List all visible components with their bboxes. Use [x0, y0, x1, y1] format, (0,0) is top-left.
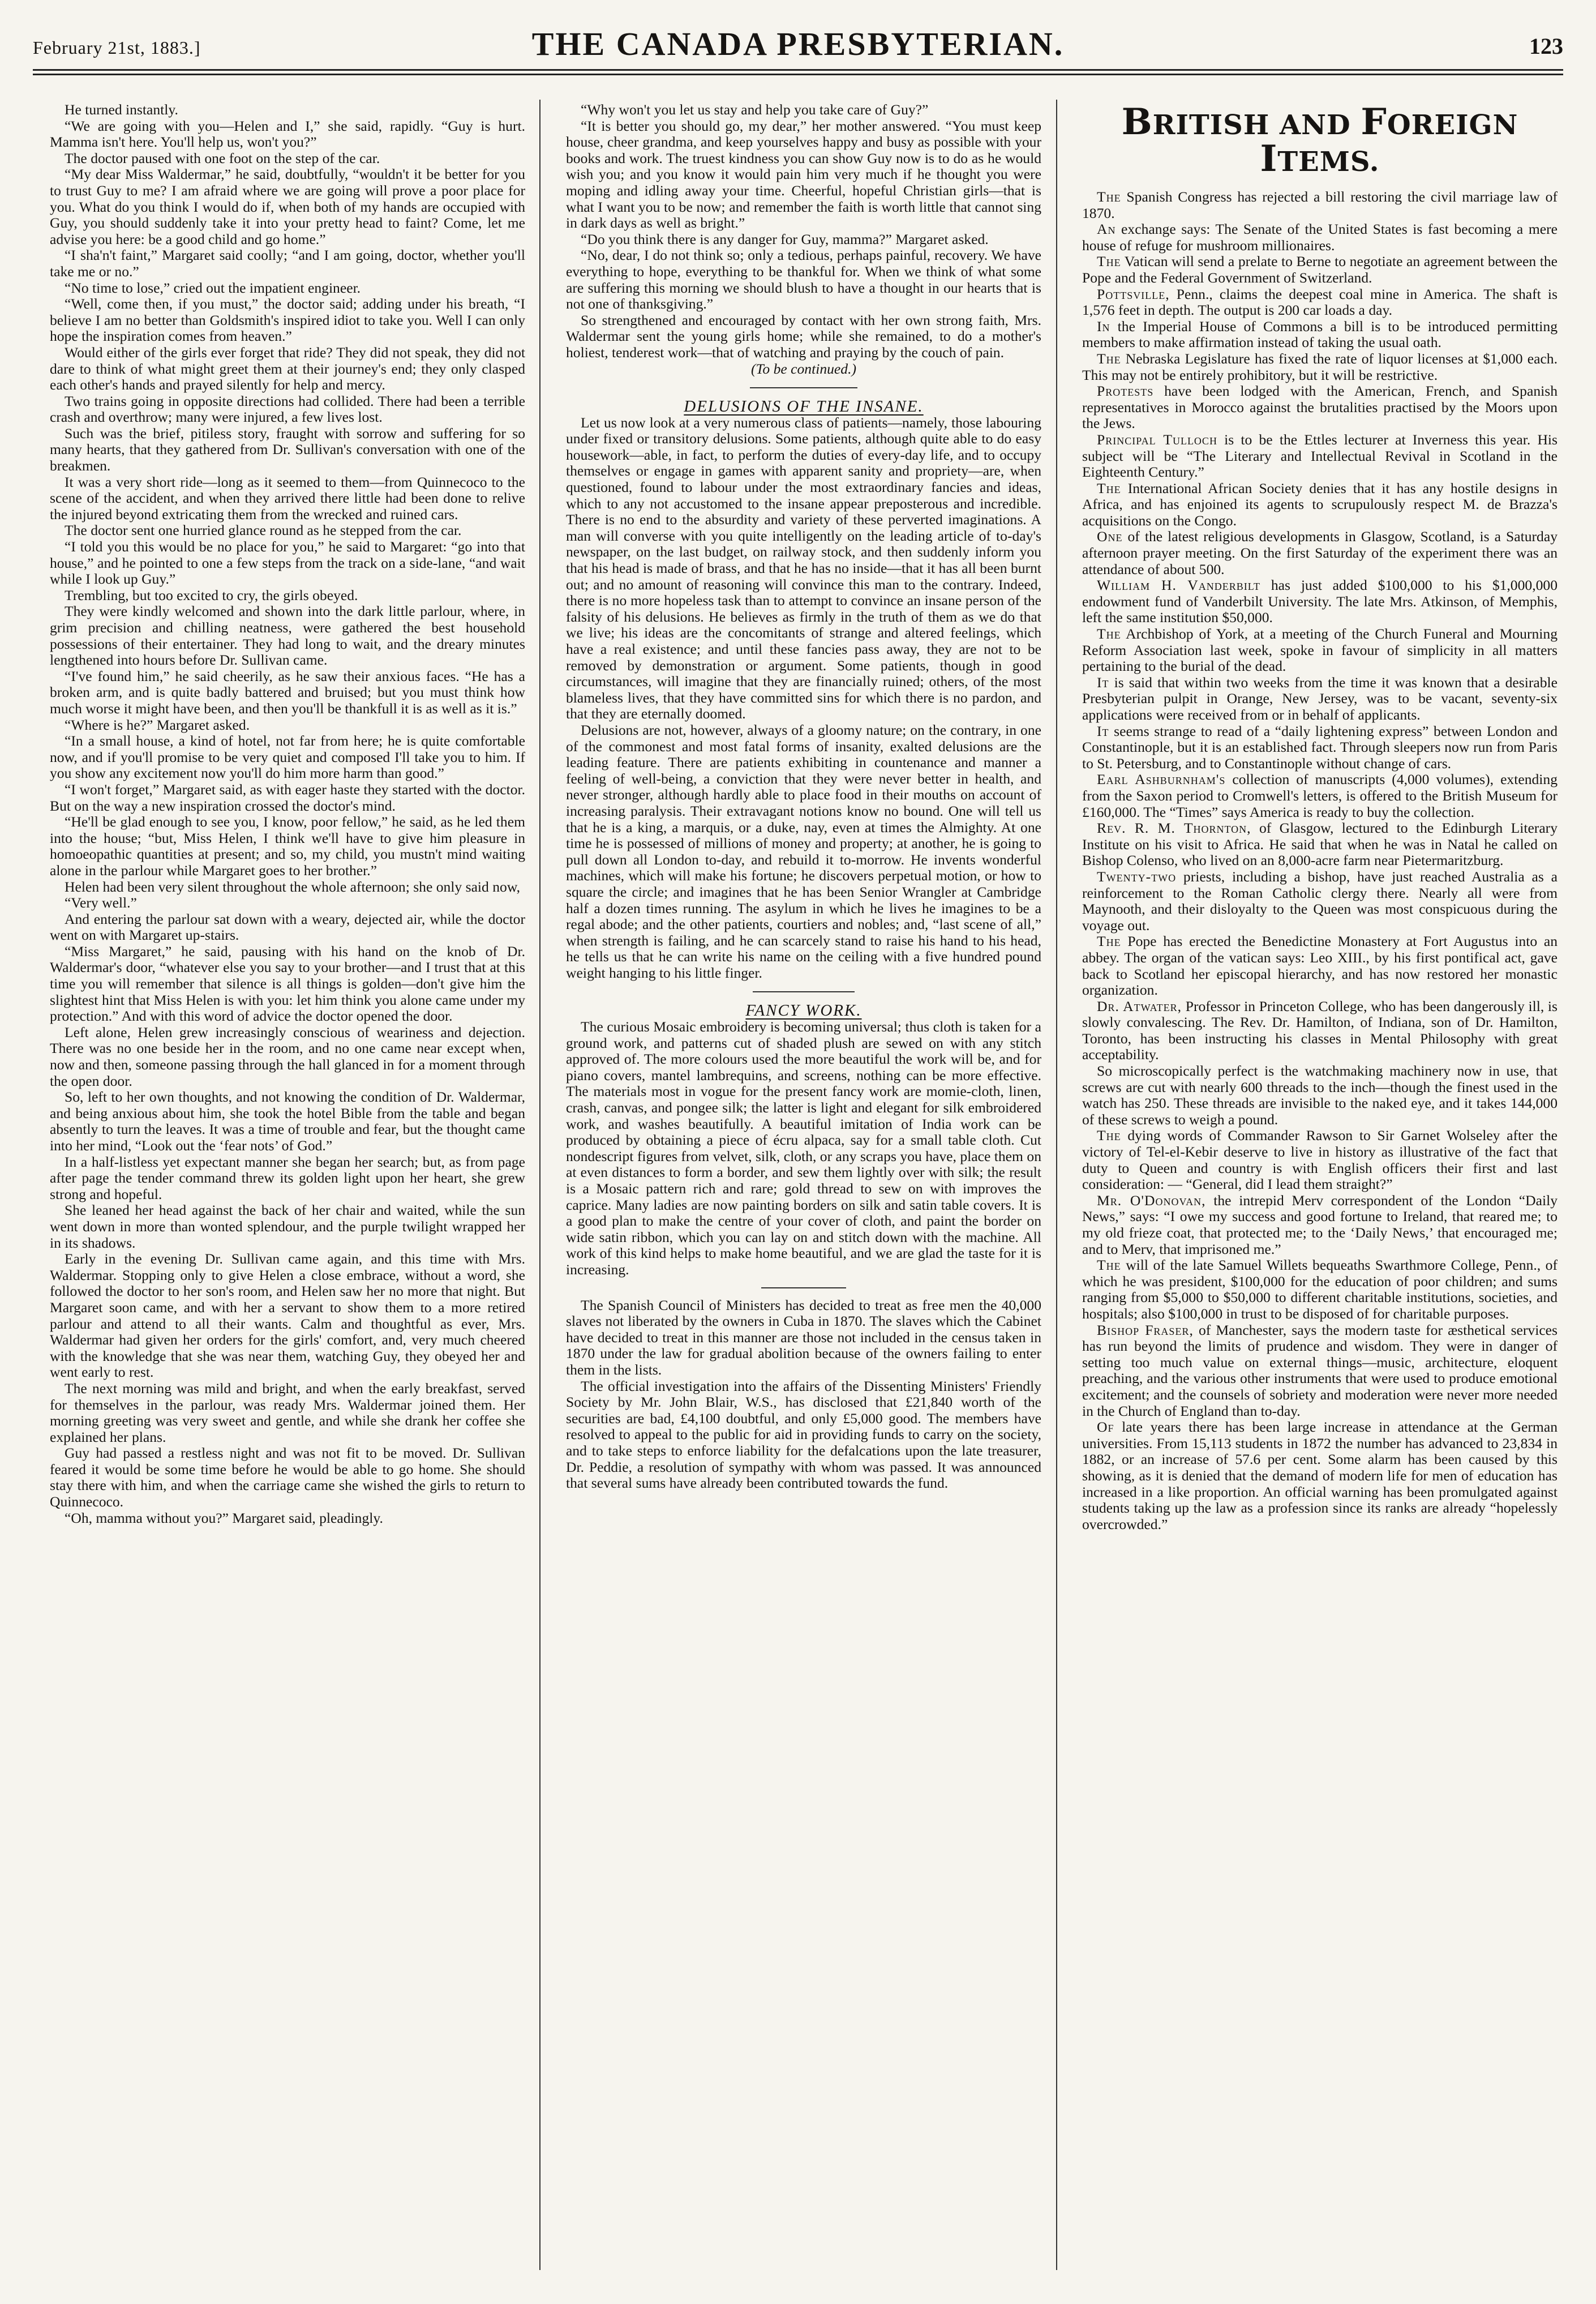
heading-initial: F: [1361, 102, 1387, 143]
news-item-lead: Of: [1097, 1419, 1114, 1436]
to-be-continued: (To be continued.): [750, 360, 856, 377]
news-item: [1082, 723, 1558, 772]
delusions-article: [566, 415, 1041, 982]
story-paragraph: She leaned her head against the back of her chair and waited, while the sun went down in more than wonted splendour, and the purple twilight wrapped her in its shadows.: [50, 1202, 525, 1251]
story-paragraph: “I told you this would be no place for you,” he said to Margaret: “go into that house,” and he pointed to one a few steps from the track on a side-lane, “and wait while I look up Guy.”: [50, 538, 525, 588]
masthead-rule-bottom: [33, 74, 1563, 75]
fancy-work-heading: FANCY WORK.: [745, 1001, 862, 1020]
news-item-lead: Twenty-two: [1097, 868, 1177, 885]
news-item-text: Nebraska Legislature has fixed the rate of liquor licenses at $1,000 each. This may not be entirely prohibitory, but it will be restrictive.: [1082, 350, 1558, 383]
news-item-lead: One: [1097, 528, 1123, 545]
story-paragraph: Such was the brief, pitiless story, fraught with sorrow and suffering for so many hearts, that they gathered from Dr. Sullivan's conversation with one of the breakmen.: [50, 425, 525, 474]
story-paragraph: “I won't forget,” Margaret said, as with eager haste they started with the doctor. But on the way a new inspiration crossed the doctor's mind.: [50, 781, 525, 814]
news-paragraphs: [566, 1297, 1041, 1492]
story-paragraph: “We are going with you—Helen and I,” she said, rapidly. “Guy is hurt. Mamma isn't here. You'll help us, won't you?”: [50, 117, 525, 151]
news-item-text: priests, including a bishop, have just reached Australia as a reinforcement to the Roman Catholic clergy there. Nearly all were from Maynooth, and their disloyalty to the Queen was most conspicuous during the voyage out.: [1082, 868, 1558, 933]
news-item: [1082, 1419, 1558, 1532]
news-item-text: has just added $100,000 to his $1,000,000 endowment fund of Vanderbilt University. The late Mrs. Atkinson, of Memphis, left the same institution $50,000.: [1082, 577, 1558, 626]
news-item-lead: The: [1097, 350, 1121, 367]
news-item: [1082, 351, 1558, 383]
column-news: [1082, 102, 1558, 2270]
news-item-text: collection of manuscripts (4,000 volumes), extending from the Saxon period to Cromwell's letters, is offered to the British Museum for £160,000. The “Times” says America is ready to buy the collection.: [1082, 771, 1558, 820]
news-item-lead: Principal Tulloch: [1097, 431, 1217, 448]
story-paragraph: In a half-listless yet expectant manner she began her search; but, as from page after page the tender command threw its golden light upon her heart, she grew strong and hopeful.: [50, 1153, 525, 1202]
news-item-text: dying words of Commander Rawson to Sir Garnet Wolseley after the victory of Tel-el-Kebir deserve to live in history as illustrative of the fact that duty to Queen and country is with English officers their first and last consideration: — “General, did I lead them straight?”: [1082, 1127, 1558, 1193]
heading-rest: RITISH: [1152, 109, 1270, 141]
news-item-lead: Pottsville,: [1097, 285, 1170, 302]
story-paragraph: Two trains going in opposite directions had collided. There had been a terrible crash and overthrow; many were injured, a few lives lost.: [50, 392, 525, 426]
news-item: [1082, 675, 1558, 723]
news-item-text: seems strange to read of a “daily lightening express” between London and Constantinople, but it is an established fact. Through sleepers now run from Paris to St. Petersburg, and to Constantinople without change of cars.: [1082, 722, 1558, 772]
news-item-text: exchange says: The Senate of the United States is fast becoming a mere house of refuge for mushroom millionaires.: [1082, 221, 1558, 254]
news-item: [1082, 481, 1558, 529]
news-item: [1082, 772, 1558, 820]
story-paragraph: It was a very short ride—long as it seemed to them—from Quinnecoco to the scene of the accident, and when they arrived there little had been done to relive the injured beyond extricating them from the wrecked and ruined cars.: [50, 473, 525, 523]
news-item-text: Vatican will send a prelate to Berne to negotiate an agreement between the Pope and the Federal Government of Switzerland.: [1082, 253, 1558, 286]
story-paragraph: “I sha'n't faint,” Margaret said coolly; “and I am going, doctor, whether you'll take me or no.”: [50, 247, 525, 280]
news-item: [1082, 189, 1558, 221]
british-foreign-items-heading: [1082, 102, 1558, 180]
masthead-rule-top: [33, 69, 1563, 71]
news-item-lead: Dr. Atwater,: [1097, 997, 1182, 1014]
story-paragraph: “Why won't you let us stay and help you take care of Guy?”: [581, 102, 929, 118]
story-paragraph: They were kindly welcomed and shown into the dark little parlour, where, in grim precision and chilling neatness, were gathered the best household possessions of their entertainer. They had long to wait, and the dreary minutes lengthened into hours before Dr. Sullivan came.: [50, 603, 525, 669]
column-rule-2: [1056, 100, 1057, 2270]
news-item-lead: The: [1097, 479, 1121, 496]
page-number: 123: [1529, 33, 1563, 59]
news-item-text: of Glasgow, lectured to the Edinburgh Literary Institute on his visit to Africa. He said that when he was in Natal he called on Bishop Colenso, who lived on an 8,000-acre farm near Pietermaritzburg.: [1082, 820, 1558, 869]
story-paragraph: So strengthened and encouraged by contact with her own strong faith, Mrs. Waldermar sent the young girls home; while she remained, to do a mother's holiest, tenderest work—that of watching and praying by the couch of pain.: [566, 311, 1041, 361]
story-paragraph: And entering the parlour sat down with a weary, dejected air, while the doctor went on with Margaret up-stairs.: [50, 910, 525, 944]
heading-initial: B: [1121, 102, 1153, 143]
story-paragraph: “I've found him,” he said cheerily, as he saw their anxious faces. “He has a broken arm, and is quite badly battered and bruised; but you must think how much worse it might have been, and then you'll be thankfull it is as well as it is.”: [50, 667, 525, 717]
news-item: [1082, 577, 1558, 626]
news-item-lead: William H. Vanderbilt: [1097, 577, 1261, 594]
news-paragraph: The official investigation into the affairs of the Dissenting Ministers' Friendly Society by Mr. John Blair, W.S., has disclosed that £21,840 worth of the securities are bad, £4,100 doubtful, and only £5,000 good. The members have resolved to appeal to the public for aid in providing funds to carry on the society, and to take steps to enforce liability for the defalcations upon the late treasurer, Dr. Peddie, a resolution of sympathy with whom was passed. It was announced that several sums have already been contributed towards the fund.: [566, 1377, 1041, 1492]
column-middle: [566, 102, 1041, 2270]
news-item-text: of Manchester, says the modern taste for æsthetical services has run beyond the limits of prudence and wisdom. They were in danger of setting too much value on external things—music, architecture, eloquent preaching, and the various other instruments that were used to produce emotional excitement; and the counsels of sobriety and moderation were never more needed in the Church of England than to-day.: [1082, 1321, 1558, 1419]
section-divider: [761, 1287, 846, 1288]
news-item-lead: The: [1097, 1127, 1121, 1144]
heading-initial: I: [1260, 138, 1278, 180]
news-item-text: is to be the Ettles lecturer at Inverness this year. His subject will be “The Literary and Intellectual Revival in Scotland in the Eighteenth Century.”: [1082, 431, 1558, 481]
news-item-lead: Protests: [1097, 383, 1154, 400]
news-item: [1082, 1128, 1558, 1192]
news-item: [1082, 432, 1558, 481]
section-divider: [753, 991, 855, 992]
news-paragraph: The Spanish Council of Ministers has decided to treat as free men the 40,000 slaves not liberated by the owners in Cuba in 1870. The slaves which the Cabinet have decided to treat in this manner are those not included in the census taken in 1870 under the law for gradual abolition because of the owners failing to enter them in the lists.: [566, 1296, 1041, 1378]
story-paragraph: “It is better you should go, my dear,” her mother answered. “You must keep house, cheer grandma, and keep yourselves happy and busy as possible with your books and work. The truest kindness you can show Guy now is to do as he would wish you; and you know it would pain him very much if he thought you were moping and idling away your time. Cheerful, hopeful Christian girls—that is what I want you to be now; and remember the faith is worth little that cannot sing in dark days as well as bright.”: [566, 117, 1041, 232]
masthead: [33, 25, 1563, 65]
news-item-lead: Rev. R. M. Thornton,: [1097, 820, 1251, 837]
story-paragraph: Helen had been very silent throughout the whole afternoon; she only said now,: [65, 878, 521, 895]
story-paragraph: “Miss Margaret,” he said, pausing with his hand on the knob of Dr. Waldermar's door, “whatever else you say to your brother—and I trust that at this time you will remember that silence is all things is golden—don't give him the slightest hint that Miss Helen is with you: let him think you alone came under my protection.” And with this word of advice the doctor opened the door.: [50, 943, 525, 1025]
story-paragraph: “No time to lose,” cried out the impatient engineer.: [65, 279, 361, 296]
news-items: [1082, 189, 1558, 1532]
news-item-text: So microscopically perfect is the watchmaking machinery now in use, that screws are cut with nearly 600 threads to the inch—though the finest used in the watch has 250. These threads are invisible to the naked eye, and it takes 144,000 of these screws to weigh a pound.: [1082, 1063, 1558, 1128]
news-item: [1082, 933, 1558, 998]
news-item-text: International African Society denies that it has any hostile designs in Africa, and has enjoined its agents to scrupulously respect M. de Brazza's acquisitions on the Congo.: [1082, 479, 1558, 529]
delusions-heading: DELUSIONS OF THE INSANE.: [684, 397, 924, 416]
story-paragraph: “He'll be glad enough to see you, I know, poor fellow,” he said, as he led them into the house; “but, Miss Helen, I think we'll have to give him pleasure in homoeopathic quantities at present; and so, my child, you mustn't mind waiting alone in the parlour while Margaret goes to her brother.”: [50, 813, 525, 879]
news-item-lead: Bishop Fraser,: [1097, 1321, 1194, 1338]
heading-word: [1280, 109, 1351, 141]
news-item-text: Archbishop of York, at a meeting of the Church Funeral and Mourning Reform Association last week, spoke in favour of simplicity in all matters pertaining to the burial of the dead.: [1082, 626, 1558, 675]
news-item-text: Spanish Congress has rejected a bill restoring the civil marriage law of 1870.: [1082, 189, 1558, 221]
news-item-text: of the latest religious developments in Glasgow, Scotland, is a Saturday afternoon prayer meeting. On the first Saturday of the experiment there was an attendance of about 500.: [1082, 528, 1558, 577]
news-item: [1082, 529, 1558, 577]
story-continuation: [566, 102, 1041, 361]
news-item: [1082, 319, 1558, 351]
news-item: [1082, 1063, 1558, 1128]
story-paragraph: “No, dear, I do not think so; only a tedious, perhaps painful, recovery. We have everything to hope, everything to be thankful for. When we think of what some are suffering this morning we should blush to have a thought in our hearts that is not one of thanksgiving.”: [566, 247, 1041, 312]
issue-date: February 21st, 1883.]: [33, 37, 201, 58]
news-item: [1082, 221, 1558, 254]
heading-rest: TEMS.: [1277, 146, 1380, 178]
story-text: [50, 102, 525, 1526]
story-paragraph: He turned instantly.: [65, 102, 178, 118]
news-item-text: late years there has been large increase in attendance at the German universities. From 15,113 students in 1872 the number has advanced to 23,834 in 1882, or an increase of 57.6 per cent. Some alarm has been caused by this showing, as it is denied that the demand of modern life for men of education has increased in a like proportion. An official warning has been promulgated against students taking up the law as a profession since its ranks are already “hopelessly overcrowded.”: [1082, 1419, 1558, 1532]
news-item-lead: It: [1097, 674, 1109, 691]
story-paragraph: The next morning was mild and bright, and when the early breakfast, served for themselves in the parlour, was ready Mrs. Waldermar joined them. Her morning greeting was very sweet and gentle, and while she drank her coffee she explained her plans.: [50, 1380, 525, 1445]
story-paragraph: Left alone, Helen grew increasingly conscious of weariness and dejection. There was no one beside her in the room, and no one came near except when, now and then, someone passing through the hall glanced in for a moment through the open door.: [50, 1023, 525, 1089]
story-paragraph: Guy had passed a restless night and was not fit to be moved. Dr. Sullivan feared it would be some time before he would be able to go home. She should stay there with him, and when the carriage came she wished the girls to return to Quinnecoco.: [50, 1445, 525, 1510]
news-item-lead: It: [1097, 722, 1109, 739]
news-item-lead: The: [1097, 1257, 1121, 1274]
story-paragraph: Early in the evening Dr. Sullivan came again, and this time with Mrs. Waldermar. Stopping only to give Helen a close embrace, without a word, she followed the doctor to her son's room, and Helen saw her no more that night. But Margaret soon came, and with her a servant to show them to a more retired parlour and attend to all their wants. Calm and thoughtful as ever, Mrs. Waldermar had given her orders for the girls' comfort, and, very much cheered with the knowledge that she was near them, watching Guy, they obeyed her and went early to rest.: [50, 1251, 525, 1381]
column-rule-1: [539, 100, 540, 2270]
news-item: [1082, 1322, 1558, 1420]
fancy-work-article: [566, 1019, 1041, 1278]
news-item-lead: The: [1097, 253, 1121, 270]
news-item: [1082, 999, 1558, 1063]
news-item-lead: In: [1097, 318, 1110, 335]
news-item-lead: The: [1097, 626, 1121, 643]
heading-rest: OREIGN: [1387, 109, 1518, 141]
article-paragraph: Delusions are not, however, always of a gloomy nature; on the contrary, in one of the commonest and most fatal forms of insanity, exalted delusions are the leading feature. There are patients exhibiting in countenance and manner a feeling of well-being, a conviction that they were never better in health, and never stronger, although hardly able to place food in their mouths on account of increasing paralysis. Their extravagant notions know no bound. One will tell us that he is a king, a marquis, or a duke, nay, even at times the Almighty. At one time he is possessed of millions of money and property; at another, he is going to pull down all London to-day, and rebuild it to-morrow. He invents wonderful machines, which will make his fortune; he discovers perpetual motion, or how to square the circle; and imagines that he has been Senior Wrangler at Cambridge half a dozen times running. The asylum in which he lives he imagines to be a regal abode; and the other patients, courtiers and nobles; and, “last scene of all,” when strength is failing, and he can scarcely stand to raise his hand to his head, he tells us that he can write his name on the ceiling with a five hundred pound weight hanging to his little finger.: [566, 721, 1041, 981]
news-item-lead: The: [1097, 189, 1121, 205]
story-paragraph: “Do you think there is any danger for Guy, mamma?” Margaret asked.: [581, 230, 989, 247]
news-item-lead: The: [1097, 933, 1121, 950]
news-item-text: Professor in Princeton College, who has been dangerously ill, is slowly convalescing. The Rev. Dr. Hamilton, of Indiana, son of Dr. Hamilton, Toronto, has been instructing his classes in Mental Philosophy with great acceptability.: [1082, 997, 1558, 1063]
story-paragraph: “Well, come then, if you must,” the doctor said; adding under his breath, “I believe I am no better than Goldsmith's inspired idiot to take you. Well I can only hope the inspiration comes from heaven.”: [50, 296, 525, 345]
heading-word: [1121, 102, 1270, 143]
story-paragraph: Would either of the girls ever forget that ride? They did not speak, they did not dare to think of what might greet them at their journey's end; they only clasped each other's hands and prayed silently for help and mercy.: [50, 344, 525, 393]
news-item-text: Penn., claims the deepest coal mine in America. The shaft is 1,576 feet in depth. The output is 200 car loads a day.: [1082, 285, 1558, 319]
news-item: [1082, 869, 1558, 933]
news-item-lead: Earl Ashburnham's: [1097, 771, 1226, 788]
section-divider: [750, 387, 857, 388]
news-item: [1082, 254, 1558, 286]
news-item: [1082, 1193, 1558, 1257]
story-paragraph: The doctor paused with one foot on the step of the car.: [65, 149, 380, 166]
news-item-text: is said that within two weeks from the time it was known that a desirable Presbyterian pulpit in Orange, New Jersey, was to be vacant, seventy-six applications were received from or in behalf of applicants.: [1082, 674, 1558, 723]
story-paragraph: The doctor sent one hurried glance round as he stepped from the car.: [65, 522, 462, 539]
news-item-text: the Imperial House of Commons a bill is to be introduced permitting members to make affirmation instead of taking the usual oath.: [1082, 318, 1558, 351]
article-paragraph: The curious Mosaic embroidery is becoming universal; thus cloth is taken for a ground work, and patterns cut of shaded plush are sewed on with any stitch approved of. The more colours used the more beautiful the work will be, and for piano covers, mantel lambrequins, and screens, nothing can be more effective. The materials most in vogue for the present fancy work are momie-cloth, linen, crash, canvas, and pongee silk; the latter is light and elegant for silk embroidered work, and washes beautifully. A beautiful imitation of India work can be produced by obtaining a piece of écru alpaca, say for a small table cloth. Cut nondescript figures from velvet, silk, cloth, or any scraps you have, place them on at even distances to form a border, and sew them lightly over with silk; the result is a Mosaic pattern rich and rare; gold thread to sew on with improves the caprice. Many ladies are now painting borders on silk and satin table covers. It is a good plan to make the centre of your cover of cloth, and paint the border on wide satin ribbon, which you can lay on and stitch down with the machine. All work of this kind helps to make home beautiful, and we are glad the taste for it is increasing.: [566, 1018, 1041, 1278]
news-item: [1082, 626, 1558, 675]
story-paragraph: “In a small house, a kind of hotel, not far from here; he is quite comfortable now, and if you'll promise to be very quiet and composed I'll take you to him. If you show any excitement now you'll do him more harm than good.”: [50, 733, 525, 782]
story-paragraph: Trembling, but too excited to cry, the girls obeyed.: [65, 586, 358, 603]
news-item-text: the intrepid Merv correspondent of the London “Daily News,” says: “I owe my success and good fortune to Ireland, that reared me; to my old frieze coat, that protected me; to the ‘Daily News,’ that encouraged me; and to Merv, that imprisoned me.”: [1082, 1192, 1558, 1257]
news-item: [1082, 1257, 1558, 1322]
news-item: [1082, 286, 1558, 319]
story-paragraph: “Oh, mamma without you?” Margaret said, pleadingly.: [65, 1509, 383, 1526]
news-item: [1082, 820, 1558, 869]
story-paragraph: “Very well.”: [65, 894, 137, 911]
heading-rest: AND: [1279, 109, 1351, 141]
news-item: [1082, 383, 1558, 432]
article-paragraph: Let us now look at a very numerous class of patients—namely, those labouring under fixed or transitory delusions. Some patients, although quite able to do easy housework—able, in fact, to perform the duties of every-day life, and to occupy themselves or engage in games with apparent sanity and propriety—are, when questioned, found to labour under the most extraordinary fancies and ideas, which to any not accustomed to the insane appear preposterous and incredible. There is no end to the absurdity and variety of these perverted imaginations. A man will converse with you quite intelligently on the leading article of to-day's newspaper, on the last budget, on railway stock, and then suddenly inform you that his head is made of brass, and that he has no inside—that it has all been burnt out; and no amount of reasoning will convince this man to the contrary. Indeed, there is no more hopeless task than to attempt to convince an insane person of the falsity of his delusions. He believes as firmly in the truth of them as we do that we live; his ideas are the concomitants of strange and altered feelings, which have a real existence; and until these fancies pass away, they are not to be removed by demonstration or argument. Some patients, though in good circumstances, will imagine that they are financially ruined; others, of the most blameless lives, that they have committed sins for which there is no pardon, and that they are eternally doomed.: [566, 414, 1041, 722]
news-item-text: Pope has erected the Benedictine Monastery at Fort Augustus into an abbey. The organ of the vatican says: Leo XIII., by his first pontifical act, gave back to Scotland her episcopal hierarchy, and has now restored her monastic organization.: [1082, 933, 1558, 999]
column-story: [50, 102, 525, 2270]
news-item-text: have been lodged with the American, French, and Spanish representatives in Morocco against the brutalities practised by the Moors upon the Jews.: [1082, 383, 1558, 432]
heading-word: [1361, 102, 1518, 143]
newspaper-title: THE CANADA PRESBYTERIAN.: [531, 25, 1065, 62]
news-item-text: will of the late Samuel Willets bequeaths Swarthmore College, Penn., of which he was president, $100,000 for the education of poor children; and sums ranging from $5,000 to $50,000 to different charitable institutions, societies, and hospitals; also $100,000 in trust to be disposed of for charitable purposes.: [1082, 1257, 1558, 1322]
news-item-lead: Mr. O'Donovan,: [1097, 1192, 1206, 1209]
heading-word: [1260, 138, 1380, 180]
story-paragraph: So, left to her own thoughts, and not knowing the condition of Dr. Waldermar, and being anxious about him, she took the hotel Bible from the table and began absently to turn the leaves. It was a time of trouble and fear, but the thought came into her mind, “Look out the ‘fear nots’ of God.”: [50, 1089, 525, 1154]
news-item-lead: An: [1097, 221, 1116, 238]
story-paragraph: “My dear Miss Waldermar,” he said, doubtfully, “wouldn't it be better for you to trust Guy to me? I am afraid where we are going will prove a poor place for you. What do you think I would do if, when both of my hands are occupied with Guy, you should suddenly take it into your pretty head to faint? Come, let me advise you here: be a good child and go home.”: [50, 166, 525, 247]
story-paragraph: “Where is he?” Margaret asked.: [65, 716, 250, 733]
